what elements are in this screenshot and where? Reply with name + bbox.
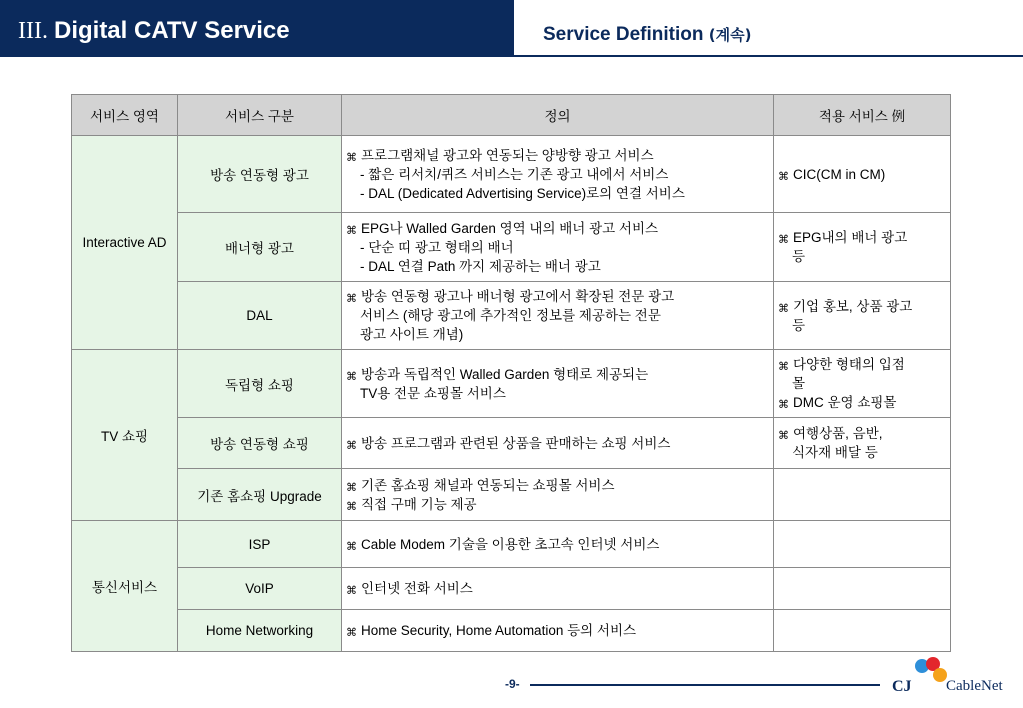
example-line	[778, 165, 946, 184]
table-row	[72, 469, 951, 521]
definition-cell	[342, 469, 774, 521]
line-text: 방송 연동형 광고나 배너형 광고에서 확장된 전문 광고	[361, 289, 675, 304]
definition-line	[346, 495, 769, 514]
type-cell: 방송 연동형 광고	[178, 136, 342, 213]
example-cell	[774, 418, 951, 469]
table-row	[72, 568, 951, 610]
definition-line	[346, 306, 769, 325]
table-row	[72, 213, 951, 282]
line-text: TV용 전문 쇼핑몰 서비스	[360, 385, 506, 401]
definition-line	[346, 165, 769, 184]
definition-line	[346, 384, 769, 403]
example-line	[778, 228, 946, 247]
area-cell: TV 쇼핑	[72, 350, 178, 521]
definition-line	[346, 476, 769, 495]
header-definition: 정의	[342, 95, 774, 136]
type-cell: DAL	[178, 282, 342, 350]
type-cell: ISP	[178, 521, 342, 568]
definition-line	[346, 287, 769, 306]
line-text: 방송 프로그램과 관련된 상품을 판매하는 쇼핑 서비스	[361, 435, 671, 451]
square-bullet-icon: ⌘	[346, 585, 357, 597]
example-line	[778, 424, 946, 443]
example-line	[778, 443, 946, 462]
definition-cell	[342, 418, 774, 469]
line-text: 다양한 형태의 입점	[793, 357, 905, 372]
type-cell: 배너형 광고	[178, 213, 342, 282]
table-row	[72, 610, 951, 652]
square-bullet-icon: ⌘	[778, 302, 789, 315]
table-row	[72, 282, 951, 350]
line-text: 서비스 (해당 광고에 추가적인 정보를 제공하는 전문	[360, 308, 661, 323]
example-cell	[774, 136, 951, 213]
definition-line	[346, 621, 769, 640]
line-text: 인터넷 전화 서비스	[361, 581, 473, 596]
table-row	[72, 136, 951, 213]
definition-cell	[342, 282, 774, 350]
line-text: - DAL 연결 Path 까지 제공하는 배너 광고	[360, 258, 601, 274]
definition-cell	[342, 213, 774, 282]
page-title	[18, 17, 290, 45]
page-subtitle	[543, 24, 751, 46]
type-cell: 방송 연동형 쇼핑	[178, 418, 342, 469]
line-text: 기업 홍보, 상품 광고	[793, 298, 913, 314]
header-area: 서비스 영역	[72, 95, 178, 136]
definition-line	[346, 184, 769, 203]
definition-cell	[342, 350, 774, 418]
definition-line	[346, 434, 769, 453]
definition-line	[346, 146, 769, 165]
logo-cj-text: CJ	[892, 678, 912, 695]
example-cell	[774, 469, 951, 521]
area-cell: Interactive AD	[72, 136, 178, 350]
square-bullet-icon: ⌘	[346, 540, 357, 553]
square-bullet-icon: ⌘	[778, 430, 789, 442]
square-bullet-icon: ⌘	[346, 370, 357, 383]
example-line	[778, 247, 946, 266]
line-text: - DAL (Dedicated Advertising Service)로의 연결 서비스	[360, 185, 685, 201]
square-bullet-icon: ⌘	[346, 224, 357, 237]
line-text: 프로그램채널 광고와 연동되는 양방향 광고 서비스	[361, 147, 654, 163]
square-bullet-icon: ⌘	[346, 481, 357, 494]
square-bullet-icon: ⌘	[778, 170, 789, 183]
table-row	[72, 350, 951, 418]
line-text: EPG나 Walled Garden 영역 내의 배너 광고 서비스	[361, 220, 659, 236]
header-example: 적용 서비스 例	[774, 95, 951, 136]
type-cell: Home Networking	[178, 610, 342, 652]
definition-line	[346, 238, 769, 257]
service-definition-table	[71, 94, 951, 652]
line-text: Cable Modem 기술을 이용한 초고속 인터넷 서비스	[361, 536, 660, 552]
line-text: Home Security, Home Automation 등의 서비스	[361, 623, 637, 638]
definition-line	[346, 365, 769, 384]
line-text: 식자재 배달 등	[792, 445, 878, 460]
line-text: 방송과 독립적인 Walled Garden 형태로 제공되는	[361, 366, 649, 382]
line-text: - 단순 띠 광고 형태의 배너	[360, 239, 514, 255]
square-bullet-icon: ⌘	[778, 361, 789, 373]
square-bullet-icon: ⌘	[778, 399, 789, 411]
cj-cablenet-logo	[888, 656, 1008, 701]
square-bullet-icon: ⌘	[346, 151, 357, 164]
definition-line	[346, 325, 769, 344]
example-line	[778, 297, 946, 316]
type-cell: 기존 홈쇼핑 Upgrade	[178, 469, 342, 521]
subtitle-text: Service Definition	[543, 24, 704, 45]
section-number: III.	[18, 18, 48, 44]
example-line	[778, 355, 946, 374]
header-type: 서비스 구분	[178, 95, 342, 136]
line-text: 등	[792, 317, 806, 333]
example-line	[778, 374, 946, 393]
area-cell: 통신서비스	[72, 521, 178, 652]
definition-cell	[342, 136, 774, 213]
example-cell	[774, 282, 951, 350]
footer-divider	[530, 684, 880, 686]
example-line	[778, 316, 946, 335]
example-cell	[774, 521, 951, 568]
line-text: 광고 사이트 개념)	[360, 327, 464, 342]
logo-cablenet-text: CableNet	[946, 678, 1003, 694]
line-text: DMC 운영 쇼핑몰	[793, 395, 897, 410]
table-header-row	[72, 95, 951, 136]
line-text: - 짧은 리서치/퀴즈 서비스는 기존 광고 내에서 서비스	[360, 166, 669, 182]
definition-line	[346, 579, 769, 598]
definition-line	[346, 535, 769, 554]
example-cell	[774, 350, 951, 418]
definition-line	[346, 257, 769, 276]
subtitle-continued: (계속)	[708, 26, 752, 44]
line-text: EPG내의 배너 광고	[793, 230, 908, 245]
type-cell: VoIP	[178, 568, 342, 610]
definition-cell	[342, 610, 774, 652]
definition-cell	[342, 521, 774, 568]
example-cell	[774, 568, 951, 610]
table-row	[72, 418, 951, 469]
square-bullet-icon: ⌘	[346, 627, 357, 639]
section-title: Digital CATV Service	[53, 17, 290, 44]
line-text: 직접 구매 기능 제공	[361, 496, 477, 512]
square-bullet-icon: ⌘	[346, 293, 357, 305]
line-text: 여행상품, 음반,	[793, 426, 883, 441]
square-bullet-icon: ⌘	[346, 439, 357, 452]
example-cell	[774, 213, 951, 282]
line-text: 몰	[792, 376, 806, 391]
example-cell	[774, 610, 951, 652]
definition-cell	[342, 568, 774, 610]
slide-header	[0, 0, 1023, 57]
type-cell: 독립형 쇼핑	[178, 350, 342, 418]
line-text: 등	[792, 249, 806, 264]
square-bullet-icon: ⌘	[346, 500, 357, 513]
line-text: CIC(CM in CM)	[793, 166, 886, 182]
definition-line	[346, 219, 769, 238]
square-bullet-icon: ⌘	[778, 234, 789, 246]
example-line	[778, 393, 946, 412]
page-number: -9-	[505, 677, 520, 691]
line-text: 기존 홈쇼핑 채널과 연동되는 쇼핑몰 서비스	[361, 477, 615, 493]
table-row	[72, 521, 951, 568]
